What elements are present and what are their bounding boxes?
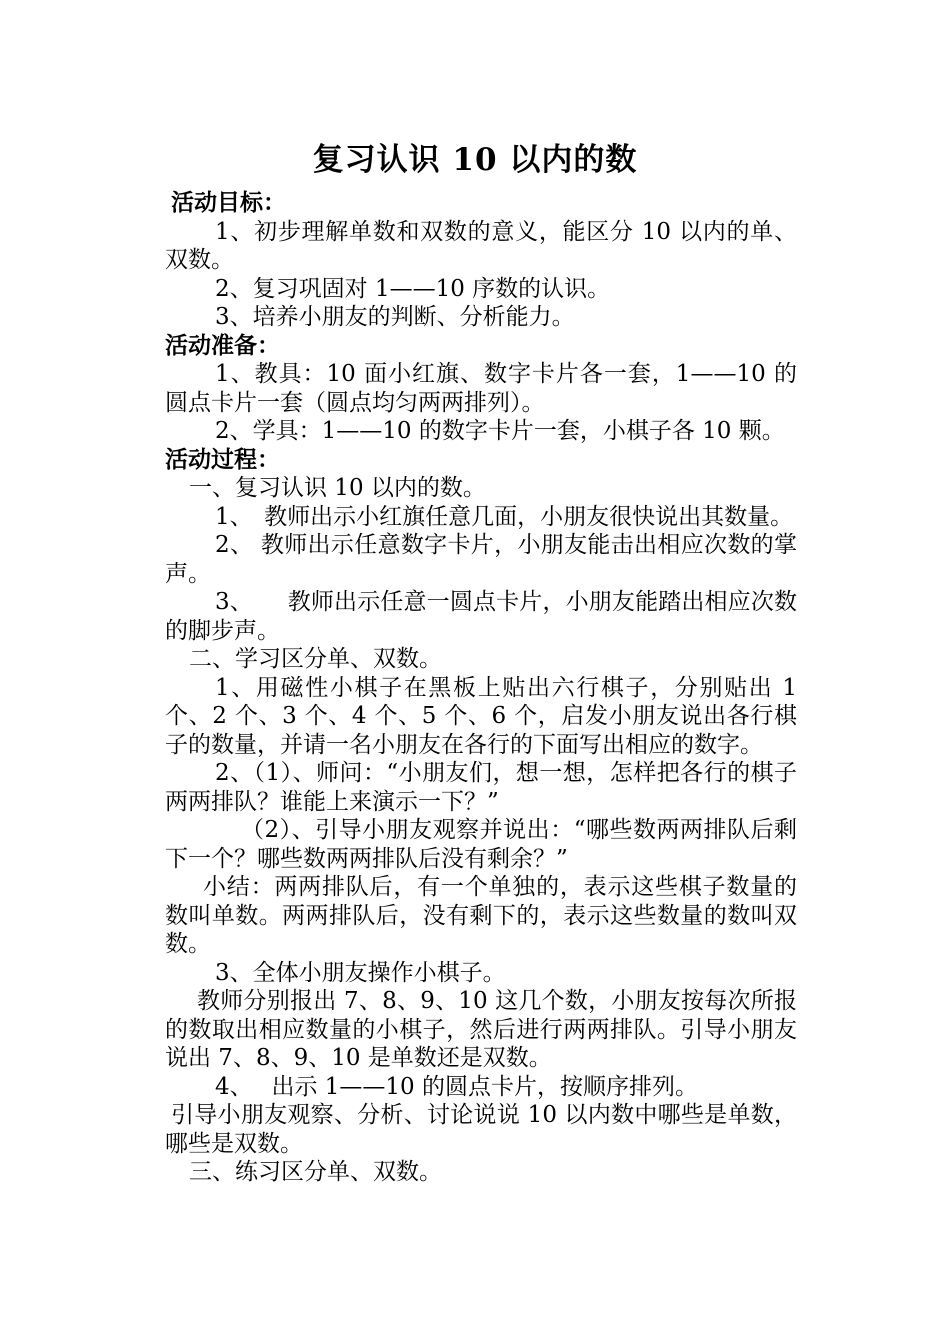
- goal-item: 2、复习巩固对 1——10 序数的认识。: [215, 275, 611, 302]
- part2-summary: 小结：两两排队后，有一个单独的，表示这些棋子数量的数叫单数。两两排队后，没有剩下的，表示这些数量的数叫双数。: [165, 874, 797, 957]
- part1-item: 3、 教师出示任意一圆点卡片，小朋友能踏出相应次数的脚步声。: [165, 589, 797, 644]
- process-heading: 活动过程：: [165, 445, 280, 473]
- part2-item: 2、（1）、师问：“小朋友们，想一想，怎样把各行的棋子两两排队？谁能上来演示一下？”: [165, 760, 797, 815]
- part2-item-desc: 教师分别报出 7、8、9、10 这几个数，小朋友按每次所报的数取出相应数量的小棋子，然后进行两两排队。引导小朋友说出 7、8、9、10 是单数还是双数。: [165, 988, 797, 1071]
- prep-item: 2、学具：1——10 的数字卡片一套，小棋子各 10 颗。: [215, 418, 785, 444]
- document-title: 复习认识 10 以内的数: [312, 142, 638, 178]
- part2-item: 1、用磁性小棋子在黑板上贴出六行棋子，分别贴出 1 个、2 个、3 个、4 个、5 个、6 个，启发小朋友说出各行棋子的数量，并请一名小朋友在各行的下面写出相应的数字。: [165, 674, 797, 758]
- goal-item: 1、初步理解单数和双数的意义，能区分 10 以内的单、双数。: [165, 218, 797, 273]
- part2-item: 4、 出示 1——10 的圆点卡片，按顺序排列。: [215, 1073, 698, 1100]
- goals-heading: 活动目标：: [171, 189, 286, 216]
- prep-heading: 活动准备：: [165, 331, 280, 359]
- part2-item: （2）、引导小朋友观察并说出：“哪些数两两排队后剩下一个？哪些数两两排队后没有剩余？”: [165, 817, 797, 872]
- part2-item-desc: 引导小朋友观察、分析、讨论说说 10 以内数中哪些是单数，哪些是双数。: [165, 1102, 797, 1157]
- part1-item: 1、 教师出示小红旗任意几面，小朋友很快说出其数量。: [215, 503, 794, 530]
- goal-item: 3、培养小朋友的判断、分析能力。: [215, 304, 575, 330]
- prep-item: 1、教具：10 面小红旗、数字卡片各一套，1——10 的圆点卡片一套（圆点均匀两两排列）。: [165, 361, 797, 416]
- document-body: [165, 189, 797, 1187]
- part2-title: 二、学习区分单、双数。: [189, 646, 442, 672]
- part2-item: 3、全体小朋友操作小棋子。: [215, 959, 506, 986]
- part1-item: 2、 教师出示任意数字卡片，小朋友能击出相应次数的掌声。: [165, 532, 797, 587]
- part1-title: 一、复习认识 10 以内的数。: [189, 475, 486, 501]
- part3-title: 三、练习区分单、双数。: [189, 1159, 442, 1185]
